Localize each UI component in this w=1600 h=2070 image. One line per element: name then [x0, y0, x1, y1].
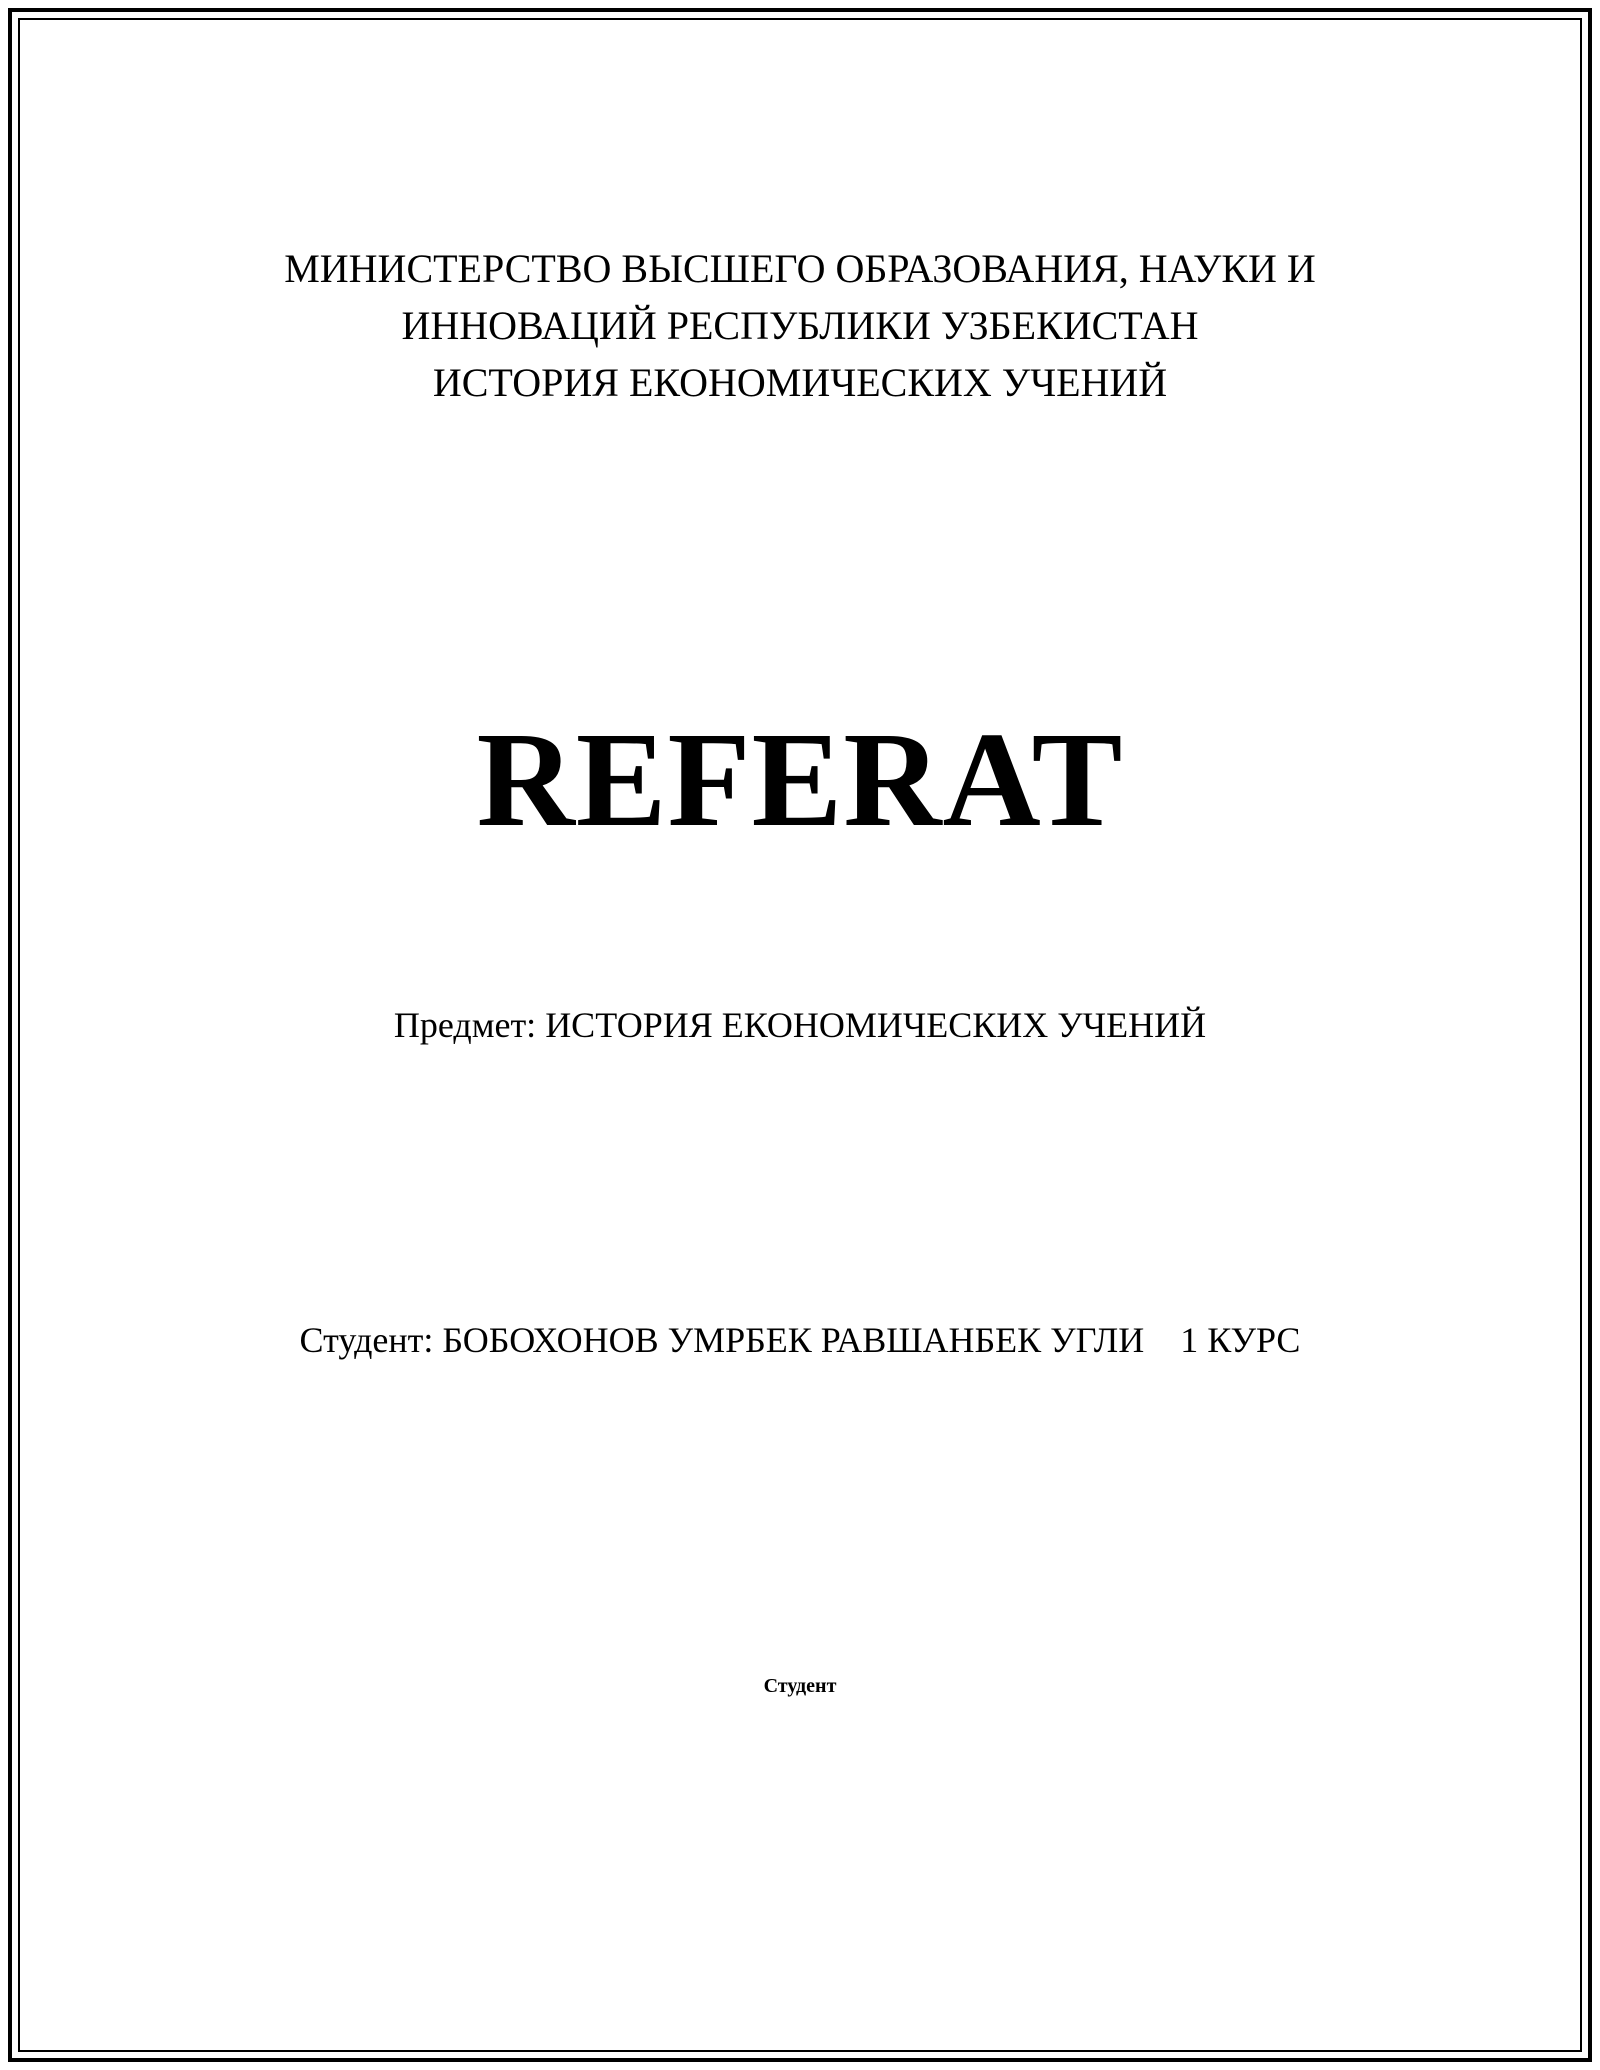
- subject-line: Предмет: ИСТОРИЯ ЕКОНОМИЧЕСКИХ УЧЕНИЙ: [393, 1005, 1207, 1045]
- header-line-2: ИННОВАЦИЙ РЕСПУБЛИКИ УЗБЕКИСТАН: [401, 303, 1199, 348]
- student-caption: Студент: [763, 1675, 837, 1697]
- ministry-header: [0, 240, 1600, 411]
- document-title: REFERAT: [476, 705, 1124, 855]
- header-line-1: МИНИСТЕРСТВО ВЫСШЕГО ОБРАЗОВАНИЯ, НАУКИ И: [284, 246, 1316, 291]
- student-line: Студент: БОБОХОНОВ УМРБЕК РАВШАНБЕК УГЛИ 1 КУРС: [299, 1320, 1301, 1360]
- header-line-3: ИСТОРИЯ ЕКОНОМИЧЕСКИХ УЧЕНИЙ: [432, 360, 1168, 405]
